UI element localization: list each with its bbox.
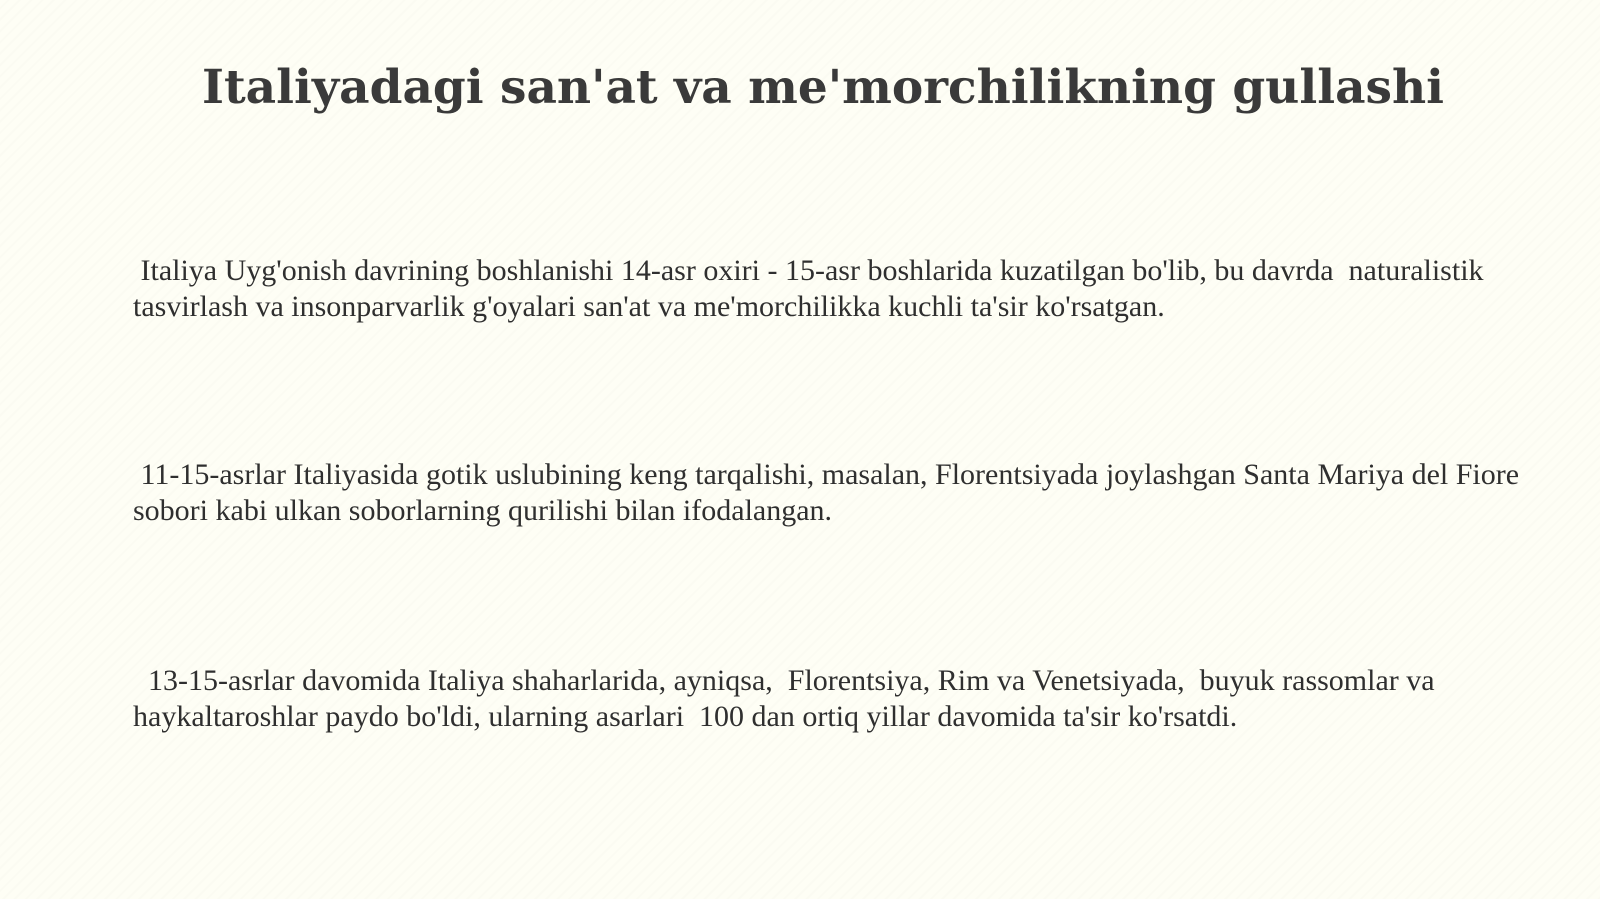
paragraph-gothic-style: 11-15-asrlar Italiyasida gotik uslubining keng tarqalishi, masalan, Florentsiyada joylashgan Santa Mariya del Fiore sobori kabi ulkan soborlarning qurilishi bilan ifodalangan. [133,458,1527,527]
paragraph-renaissance-beginning: Italiya Uyg'onish davrining boshlanishi 14-asr oxiri - 15-asr boshlarida kuzatilgan bo'lib, bu davrda naturalistik tasvirlash va insonparvarlik g'oyalari san'at va me'morchilikka kuchli ta'sir ko'rsatgan. [133,254,1492,323]
paragraph-great-artists: 13-15-asrlar davomida Italiya shaharlarida, ayniqsa, Florentsiya, Rim va Venetsiyada, buyuk rassomlar va haykaltaroshlar paydo bo'ldi, ularning asarlari 100 dan ortiq yillar davomida ta'sir ko'rsatdi. [133,664,1443,733]
slide-title: Italiyadagi san'at va me'morchilikning gullashi [201,60,1445,115]
